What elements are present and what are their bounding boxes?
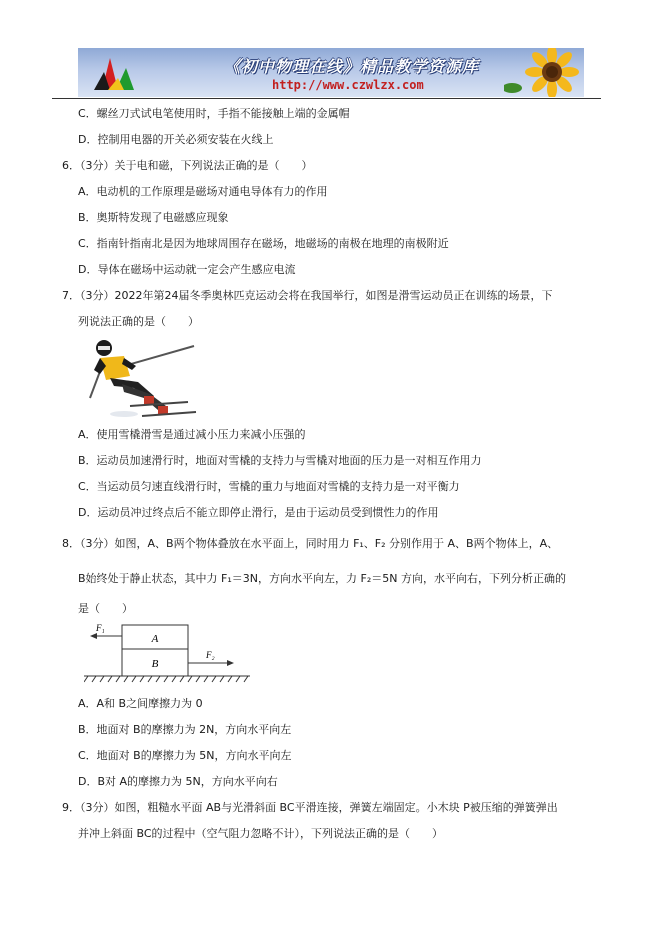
header-url[interactable]: http://www.czwlzx.com — [272, 78, 424, 92]
f2-label: F₂ — [206, 650, 215, 660]
q8-stem-line3: 是（ ） — [78, 602, 133, 615]
q6-option-c: C．指南针指南北是因为地球周围存在磁场，地磁场的南极在地理的南极附近 — [78, 237, 449, 250]
sunflower-icon — [504, 48, 584, 97]
skier-image — [84, 336, 198, 418]
q7-stem-line1: 7．（3分）2022年第24届冬季奥林匹克运动会将在我国举行，如图是滑雪运动员正在训练的场景，下 — [62, 289, 553, 302]
q5-option-c: C．螺丝刀式试电笔使用时，手指不能接触上端的金属帽 — [78, 107, 350, 120]
block-b-label: B — [151, 658, 159, 670]
q8-stem-line2: B始终处于静止状态，其中力 F₁＝3N，方向水平向左，力 F₂＝5N 方向，水平向右，下列分析正确的 — [78, 572, 566, 585]
q6-option-a: A．电动机的工作原理是磁场对通电导体有力的作用 — [78, 185, 328, 198]
block-a-label: A — [151, 633, 159, 645]
q8-option-a: A．A和 B之间摩擦力为 0 — [78, 697, 203, 710]
q9-stem-line1: 9．（3分）如图，粗糙水平面 AB与光滑斜面 BC平滑连接，弹簧左端固定。小木块 P被压缩的弹簧弹出 — [62, 801, 558, 814]
q7-stem-line2: 列说法正确的是（ ） — [78, 315, 199, 328]
q8-option-b: B．地面对 B的摩擦力为 2N，方向水平向左 — [78, 723, 292, 736]
q6-option-d: D．导体在磁场中运动就一定会产生感应电流 — [78, 263, 296, 276]
q7-option-b: B．运动员加速滑行时，地面对雪橇的支持力与雪橇对地面的压力是一对相互作用力 — [78, 454, 482, 467]
f1-label: F₁ — [96, 623, 105, 633]
header-divider — [52, 98, 601, 99]
ground-hatching — [84, 676, 248, 682]
q9-stem-line2: 并冲上斜面 BC的过程中（空气阻力忽略不计），下列说法正确的是（ ） — [78, 827, 444, 840]
q6-stem: 6．（3分）关于电和磁，下列说法正确的是（ ） — [62, 159, 313, 172]
header-banner — [78, 48, 584, 97]
q6-option-b: B．奥斯特发现了电磁感应现象 — [78, 211, 229, 224]
logo-icon — [92, 54, 136, 92]
blocks-diagram — [84, 620, 254, 686]
q5-option-d: D．控制用电器的开关必须安装在火线上 — [78, 133, 274, 146]
header-title: 《初中物理在线》精品教学资源库 — [224, 57, 480, 76]
q7-option-d: D．运动员冲过终点后不能立即停止滑行，是由于运动员受到惯性力的作用 — [78, 506, 439, 519]
q8-option-c: C．地面对 B的摩擦力为 5N，方向水平向左 — [78, 749, 292, 762]
q8-option-d: D．B对 A的摩擦力为 5N，方向水平向右 — [78, 775, 278, 788]
q8-stem-line1: 8．（3分）如图，A、B两个物体叠放在水平面上，同时用力 F₁、F₂ 分别作用于 A、B两个物体上，A、 — [62, 537, 559, 550]
q7-option-c: C．当运动员匀速直线滑行时，雪橇的重力与地面对雪橇的支持力是一对平衡力 — [78, 480, 460, 493]
q7-option-a: A．使用雪橇滑雪是通过减小压力来减小压强的 — [78, 428, 306, 441]
